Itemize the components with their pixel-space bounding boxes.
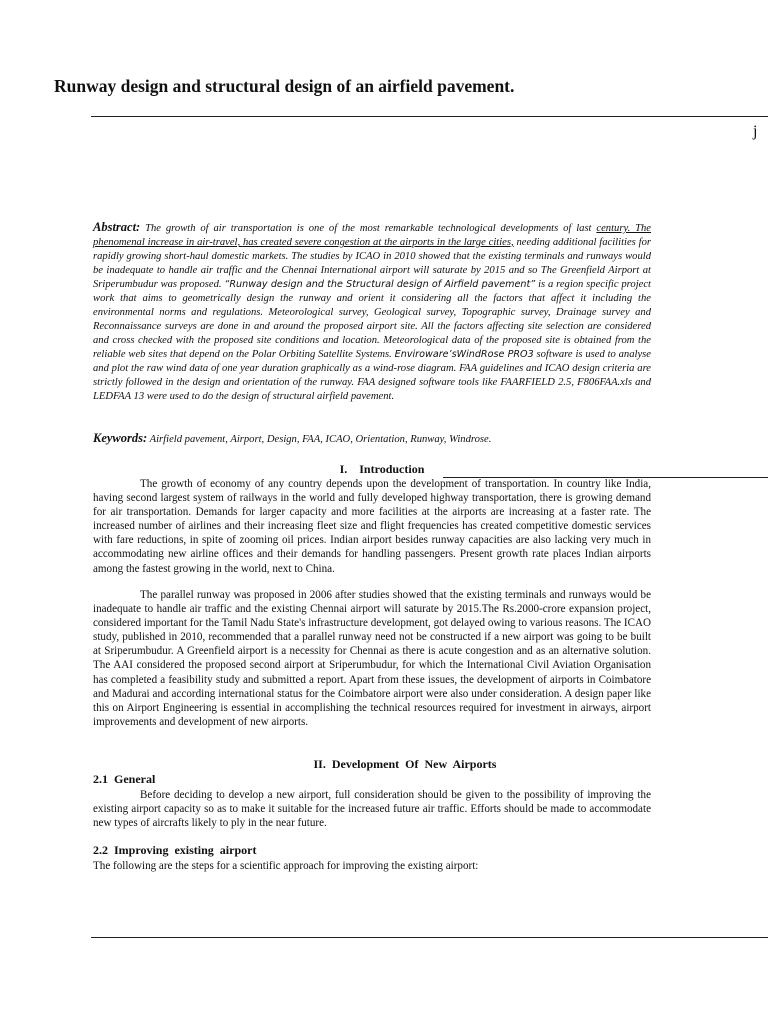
intro-paragraph-2: The parallel runway was proposed in 2006 after studies showed that the existing terminals and runways would be inadequate to handle air traffic and the existing Chennai airport will saturate by 2015.The Rs.2000-crore expansion project, considered important for the Tamil Nadu State's infrastructure development, got delayed owing to various reasons. The ICAO study, published in 2010, recommended that a parallel runway need not be constructed if a new airport was going to be built at Sriperumbudur. A Greenfield airport is a necessity for Chennai as there is acute congestion and as an alternative solution. The AAI considered the proposed second airport at Sriperumbudur, for which the International Civil Aviation Organisation has completed a feasibility study and submitted a report. Apart from these issues, the development of airports in Coimbatore and Madurai and according international status for the Coimbatore airport were also under consideration. A design paper like this on Airport Engineering is essential in accomplishing the technical resources required for investment in airways, airport improvements and development of new airports. — [93, 589, 651, 728]
abstract-text-4: is a region specific project work that aims to geometrically design the runway and orient it considering all the factors that affect it including the environmental norms and regulations. Meteorological survey, Geological survey, Topographic survey, Drainage survey and Reconnaissance surveys are done in and around the proposed airport site. All the factors affecting site selection are considered and cross checked with the proposed site conditions and location. Meteorological data of the proposed site is obtained from the reliable web sites that depend on the Polar Orbiting Satellite Systems. — [93, 279, 651, 360]
intro-paragraph-1: The growth of economy of any country depends upon the development of transportation. In country like India, having second largest system of railways in the world and fully developed highway transportation, there is growing demand for air transportation. Demands for larger capacity and more facilities at the airports are increasing at a faster rate. The increased number of airlines and their increasing fleet size and flight frequencies has created competitive domestic services with fare reductions, in spite of zooming oil prices. Indian airport besides runway capacities are also lacking very much in accommodating new airline offices and their demands for handling passengers. Present growth rate places Indian airports among the fastest growing in the world, next to China. — [93, 478, 651, 575]
subsection-general-heading: 2.1 General — [93, 772, 156, 786]
abstract-software-name: Enviroware’sWindRose PRO3 — [394, 349, 534, 360]
abstract-block — [93, 220, 651, 404]
abstract-label: Abstract: — [93, 220, 141, 234]
abstract-text-1: The growth of air transportation is one of the most remarkable technological developments of last — [145, 223, 592, 234]
subsection-improving-heading: 2.2 Improving existing airport — [93, 843, 257, 857]
section-1-heading: I. Introduction — [339, 462, 425, 476]
abstract-text-3: needing additional facilities for rapidly growing short-haul domestic markets. The studies by ICAO in 2010 showed that the existing terminals and runways would be inadequate to handle air traffic and the Chennai International airport will saturate by 2015 and so The Greenfield Airport at Sriperumbudur was proposed. — [93, 237, 651, 290]
section-2-heading: II. Development Of New Airports — [313, 757, 497, 771]
general-paragraph: Before deciding to develop a new airport, full consideration should be given to the possibility of improving the existing airport capacity so as to make it suitable for the increased future air traffic. Efforts should be made to accommodate new types of aircrafts likely to ply in the near future. — [93, 789, 651, 830]
top-divider — [91, 116, 768, 117]
keywords-label: Keywords: — [93, 431, 148, 445]
keywords-line — [93, 431, 653, 446]
abstract-text-5: software is used to analyse and plot the raw wind data of one year duration graphically as a wind-rose diagram. FAA guidelines and ICAO design criteria are strictly followed in the design and orientation of the runway. FAA designed software tools like FAARFIELD 2.5, F806FAA.xls and LEDFAA 13 were used to do the design of structural airfield pavement. — [93, 349, 651, 402]
corner-mark: j — [753, 123, 758, 140]
improving-paragraph: The following are the steps for a scientific approach for improving the existing airport: — [93, 860, 479, 872]
paper-title: Runway design and structural design of an airfield pavement. — [54, 76, 515, 96]
bottom-divider — [91, 937, 768, 938]
keywords-text: Airfield pavement, Airport, Design, FAA, ICAO, Orientation, Runway, Windrose. — [149, 434, 492, 445]
abstract-text-underlined: century. The phenomenal increase in air-travel, has created severe congestion at the airports in the large cities, — [93, 223, 651, 248]
abstract-quoted-title: “Runway design and the Structural design of Airfield pavement” — [224, 279, 536, 290]
